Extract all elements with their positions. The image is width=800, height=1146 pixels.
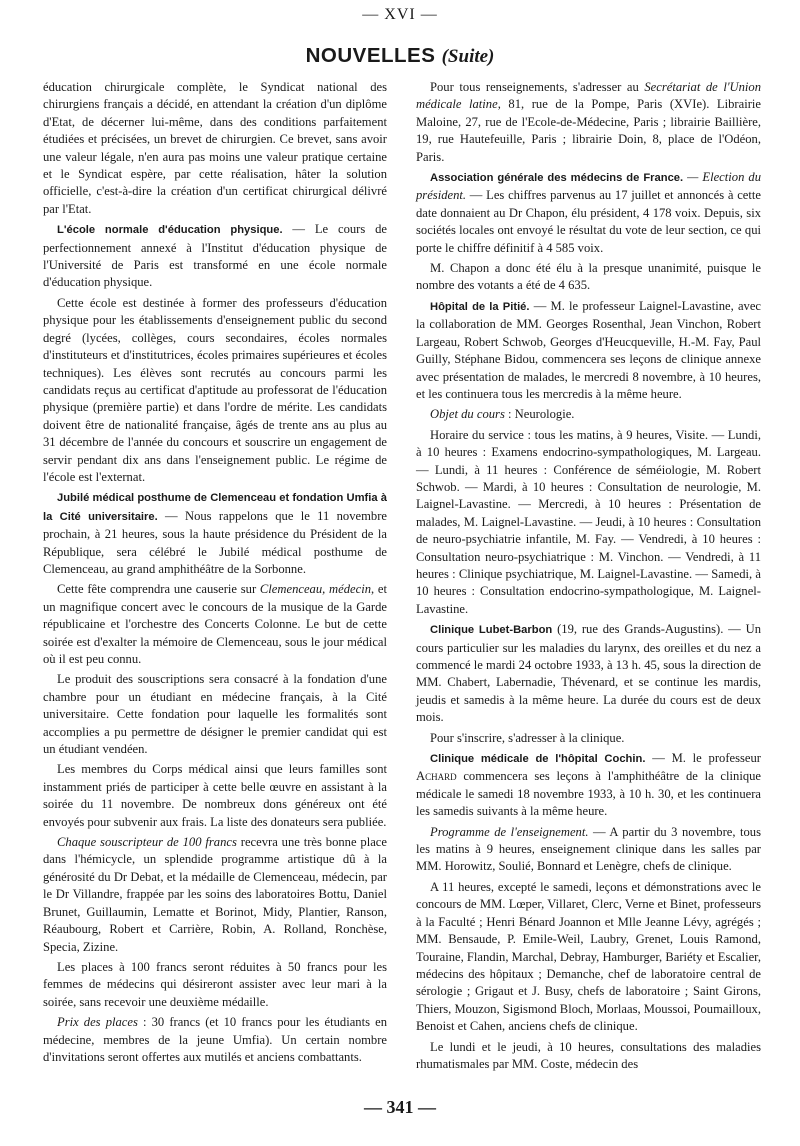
paragraph-fete	[43, 581, 387, 668]
paragraph-text: — M. le professeur Laignel-Lavastine, avec la collaboration de MM. Georges Rosenthal, Jean Vinchon, Robert Largeau, Robert Schwob, Georges d'Heucqueville, H.-M. Fay, Paul Guilly, Stéphane Bidou, commencera ses leçons de clinique annexe avec présentation de malades, le mercredi 8 novembre, à 10 heures, et les continuera tous les mercredis à la même heure.	[416, 298, 762, 401]
paragraph-text: — A partir du 3 novembre, tous les matins à 9 heures, enseignement clinique dans les salles par MM. Horowitz, Soulié, Bonnard et Lenègre, chefs de clinique.	[416, 824, 761, 874]
heading-cochin: Clinique médicale de l'hôpital Cochin.	[430, 753, 646, 766]
paragraph-horaire: Horaire du service : tous les matins, à 9 heures, Visite. — Lundi, à 10 heures : Examens endocrino-sympathologiques, M. Largeau. — Lundi, à 11 heures : Conférence de séméiologie, M. Robert Schwob. — Mardi, à 10 heures : Consultation de neurologie, M. Laignel-Lavastine. — Mercredi, à 10 heures : Présentation de malades, M. Laignel-Lavastine. — Jeudi, à 10 heures : Consultation de neuro-psychiatrie infantile, M. Fay. — Vendredi, à 10 heures : Consultation neuro-psychiatrique : M. Vinchon. — Vendredi, à 11 heures : Clinique psychiatrique, M. Laignel-Lavastine. — Samedi, à 10 heures : Consultation endocrino-sympathologique, M. Laignel-Lavastine.	[416, 427, 761, 616]
heading-jubile: Jubilé médical posthume de Clemenceau et fondation Umfia à la Cité universitaire.	[43, 492, 387, 523]
heading-association: Association générale des médecins de France.	[430, 172, 684, 185]
italic-text: Chaque souscripteur de 100 francs	[57, 835, 237, 850]
paragraph-membres: Les membres du Corps médical ainsi que leurs familles sont instamment priés de participer à cette belle œuvre en assistant à la soirée du 11 novembre. De nombreux dons généreux ont été envoyés pour subvenir aux frais. La liste des donateurs sera publiée.	[43, 762, 387, 829]
page-folio: — 341 —	[364, 1097, 436, 1117]
paragraph-text: , et un magnifique concert avec le concours de la musique de la Garde républicaine et l'orchestre des Concerts Colonne. Le but de cette soirée est d'exalter la mémoire de Clemenceau, sous le jour médical où il est peu connu.	[43, 582, 388, 666]
left-column	[43, 79, 387, 1069]
paragraph-jubile	[43, 489, 387, 578]
running-head	[0, 44, 800, 68]
section-title: NOUVELLES	[305, 44, 436, 67]
paragraph-ecole-destination: Cette école est destinée à former des professeurs d'éducation physique pour les établissements d'enseignement public du second degré (lycées, collèges, cours secondaires, écoles normales d'instituteurs et d'institutrices, écoles primaires supérieures et écoles techniques). Les élèves sont recrutés au concours parmi les candidats reçus au certificat d'aptitude au professorat de l'éducation physique (première partie) et dans l'ordre de mérite. Les candidats doivent être de nationalité française, âgés de trente ans au plus au 31 décembre de l'année du concours et souscrire un engagement de servir pendant dix ans dans l'enseignement public. Le régime de l'école est l'externat.	[43, 295, 387, 484]
paragraph-text: recevra une très bonne place dans l'hémicycle, un splendide programme artistique dû à la générosité du Dr Debat, et la médaille de Clemenceau, médecin, par le Dr Villandre, frappée par les soins des laboratoires Bottu, Daniel Brunet, Guillaumin, Lematte et Borinot, Midy, Plantier, Ranson, Réaubourg, Robert et Carrière, Robin, A. Rolland, Ronchèse, Specia, Zizine.	[43, 835, 387, 954]
section-title-suffix: (Suite)	[441, 46, 495, 67]
paragraph-text: Cette fête comprendra une causerie sur	[57, 582, 260, 597]
paragraph-association	[416, 169, 761, 257]
paragraph-text: Pour tous renseignements, s'adresser au	[430, 80, 645, 94]
paragraph-lubet-barbon	[416, 621, 761, 726]
paragraph-onze-heures: A 11 heures, excepté le samedi, leçons et démonstrations avec le concours de MM. Lœper, Villaret, Clerc, Verne et Binet, professeurs à la Faculté ; Henri Bénard Joannon et Mlle Jeanne Lévy, agrégés ; MM. Bensaude, P. Emile-Weil, Laubry, Grenet, Louis Ramond, Touraine, Flandin, Marchal, Debray, Hamburger, Bariéty et Escalier, médecins des hôpitaux ; Demanche, chef de laboratoire central de sérologie ; Grigaut et J. Busy, chefs de laboratoire ; Saint Girons, Thiers, Mouzon, Sigismond Bloch, Morlaas, Moussoi, Poumailloux, Benoist et Cahen, anciens chefs de clinique.	[416, 879, 762, 1034]
paragraph-renseignements	[416, 79, 761, 166]
paragraph-ecole-normale	[43, 221, 387, 292]
paragraph-lundi-jeudi: Le lundi et le jeudi, à 10 heures, consultations des maladies rhumatismales par MM. Coste, médecin des	[416, 1039, 761, 1071]
paragraph-programme	[416, 824, 761, 876]
paragraph-souscripteur	[43, 834, 387, 956]
paragraph-brevet-chirurgien: éducation chirurgicale complète, le Syndicat national des chirurgiens français a décidé, en attendant la création d'un diplôme d'Etat, de décerner lui-même, dans des conditions parfaitement étudiées et précisées, un brevet de chirurgien. Ce brevet, sans avoir une valeur légale, n'en aura pas moins une valeur pratique certaine et le Syndicat espère, par cette réalisation, hâter la solution officielle, c'est-à-dire la création d'un certificat chirurgical délivré par l'Etat.	[43, 80, 387, 216]
paragraph-chapon: M. Chapon a donc été élu à la presque unanimité, puisque le nombre des votants a été de 4 635.	[416, 261, 761, 293]
heading-ecole-normale: L'école normale d'éducation physique.	[57, 224, 283, 237]
paragraph-text: : Neurologie.	[504, 407, 575, 422]
paragraph-souscriptions: Le produit des souscriptions sera consacré à la fondation d'une chambre pour un étudiant en médecine français, à la Cité universitaire. Cette fondation pour laquelle les formalités sont accomplies a pu permettre de désigner le premier candidat qui est un étudiant vendéen.	[43, 672, 387, 757]
right-column	[416, 79, 761, 1076]
paragraph-text: (19, rue des Grands-Augustins). — Un cours particulier sur les maladies du larynx, des oreilles et du nez a commencé le mardi 24 octobre 1933, à 13 h. 45, sous la direction de MM. Chabert, Labernadie, Thévenard, et se continue les mardis, jeudis et samedis à la même heure. La durée du cours est de deux mois.	[416, 622, 761, 725]
italic-text: Secrétariat de l'Union médicale latine	[416, 80, 761, 112]
paragraph-places: Les places à 100 francs seront réduites à 50 francs pour les femmes de médecins qui désireront assister avec leur mari à la soirée, sans recevoir une deuxième médaille.	[43, 959, 387, 1009]
heading-lubet-barbon: Clinique Lubet-Barbon	[430, 624, 553, 637]
paragraph-text: — Nous rappelons que le 11 novembre prochain, à 21 heures, sous la haute présidence du Président de la République, sera célébré le Jubilé médical posthume de Clemenceau, au grand amphithéâtre de la Sorbonne.	[43, 508, 387, 576]
italic-text: Prix des places	[57, 1015, 138, 1030]
small-caps-name: Achard	[416, 769, 457, 784]
italic-text: Clemenceau, médecin	[259, 582, 372, 597]
paragraph-text: — M. le professeur	[645, 751, 761, 766]
paragraph-prix	[43, 1014, 387, 1066]
paragraph-text: : 30 francs (et 10 francs pour les étudiants en médecine, membres de la jeune Umfia). Un certain nombre d'invitations seront offertes aux mutilés et anciens combattants.	[43, 1015, 387, 1064]
paragraph-text: , 81, rue de la Pompe, Paris (XVIe). Librairie Maloine, 27, rue de l'Ecole-de-Médecine, Paris ; librairie Baillière, 19, rue Hautefeuille, Paris ; librairie Doin, 8, place de l'Odéon, Paris.	[416, 97, 761, 164]
roman-page-number: — XVI —	[362, 6, 438, 23]
paragraph-text: commencera ses leçons à l'amphithéâtre de la clinique médicale le samedi 18 novembre 1933, à 10 h. 30, et les continuera les samedis suivants à la même heure.	[416, 769, 761, 819]
italic-text: — Election du président.	[416, 170, 761, 203]
paragraph-text: — Les chiffres parvenus au 17 juillet et annoncés à cette date donnaient au Dr Chapon, élu président, 4 178 voix. Depuis, six sociétés locales ont envoyé le résultat du vote de leur section, ce qui porte le chiffre définitif à 4 585 voix.	[416, 188, 761, 255]
paragraph-inscrire: Pour s'inscrire, s'adresser à la clinique.	[430, 730, 625, 745]
paragraph-text: — Le cours de perfectionnement annexé à l'Institut d'éducation physique de l'Université de Paris est transformé en une école normale d'éducation physique.	[43, 222, 387, 290]
heading-pitie: Hôpital de la Pitié.	[430, 300, 530, 313]
paragraph-cochin	[416, 750, 761, 821]
italic-text: Programme de l'enseignement.	[430, 824, 589, 839]
paragraph-pitie	[416, 298, 761, 403]
paragraph-objet	[416, 406, 761, 423]
italic-text: Objet du cours	[430, 407, 505, 422]
